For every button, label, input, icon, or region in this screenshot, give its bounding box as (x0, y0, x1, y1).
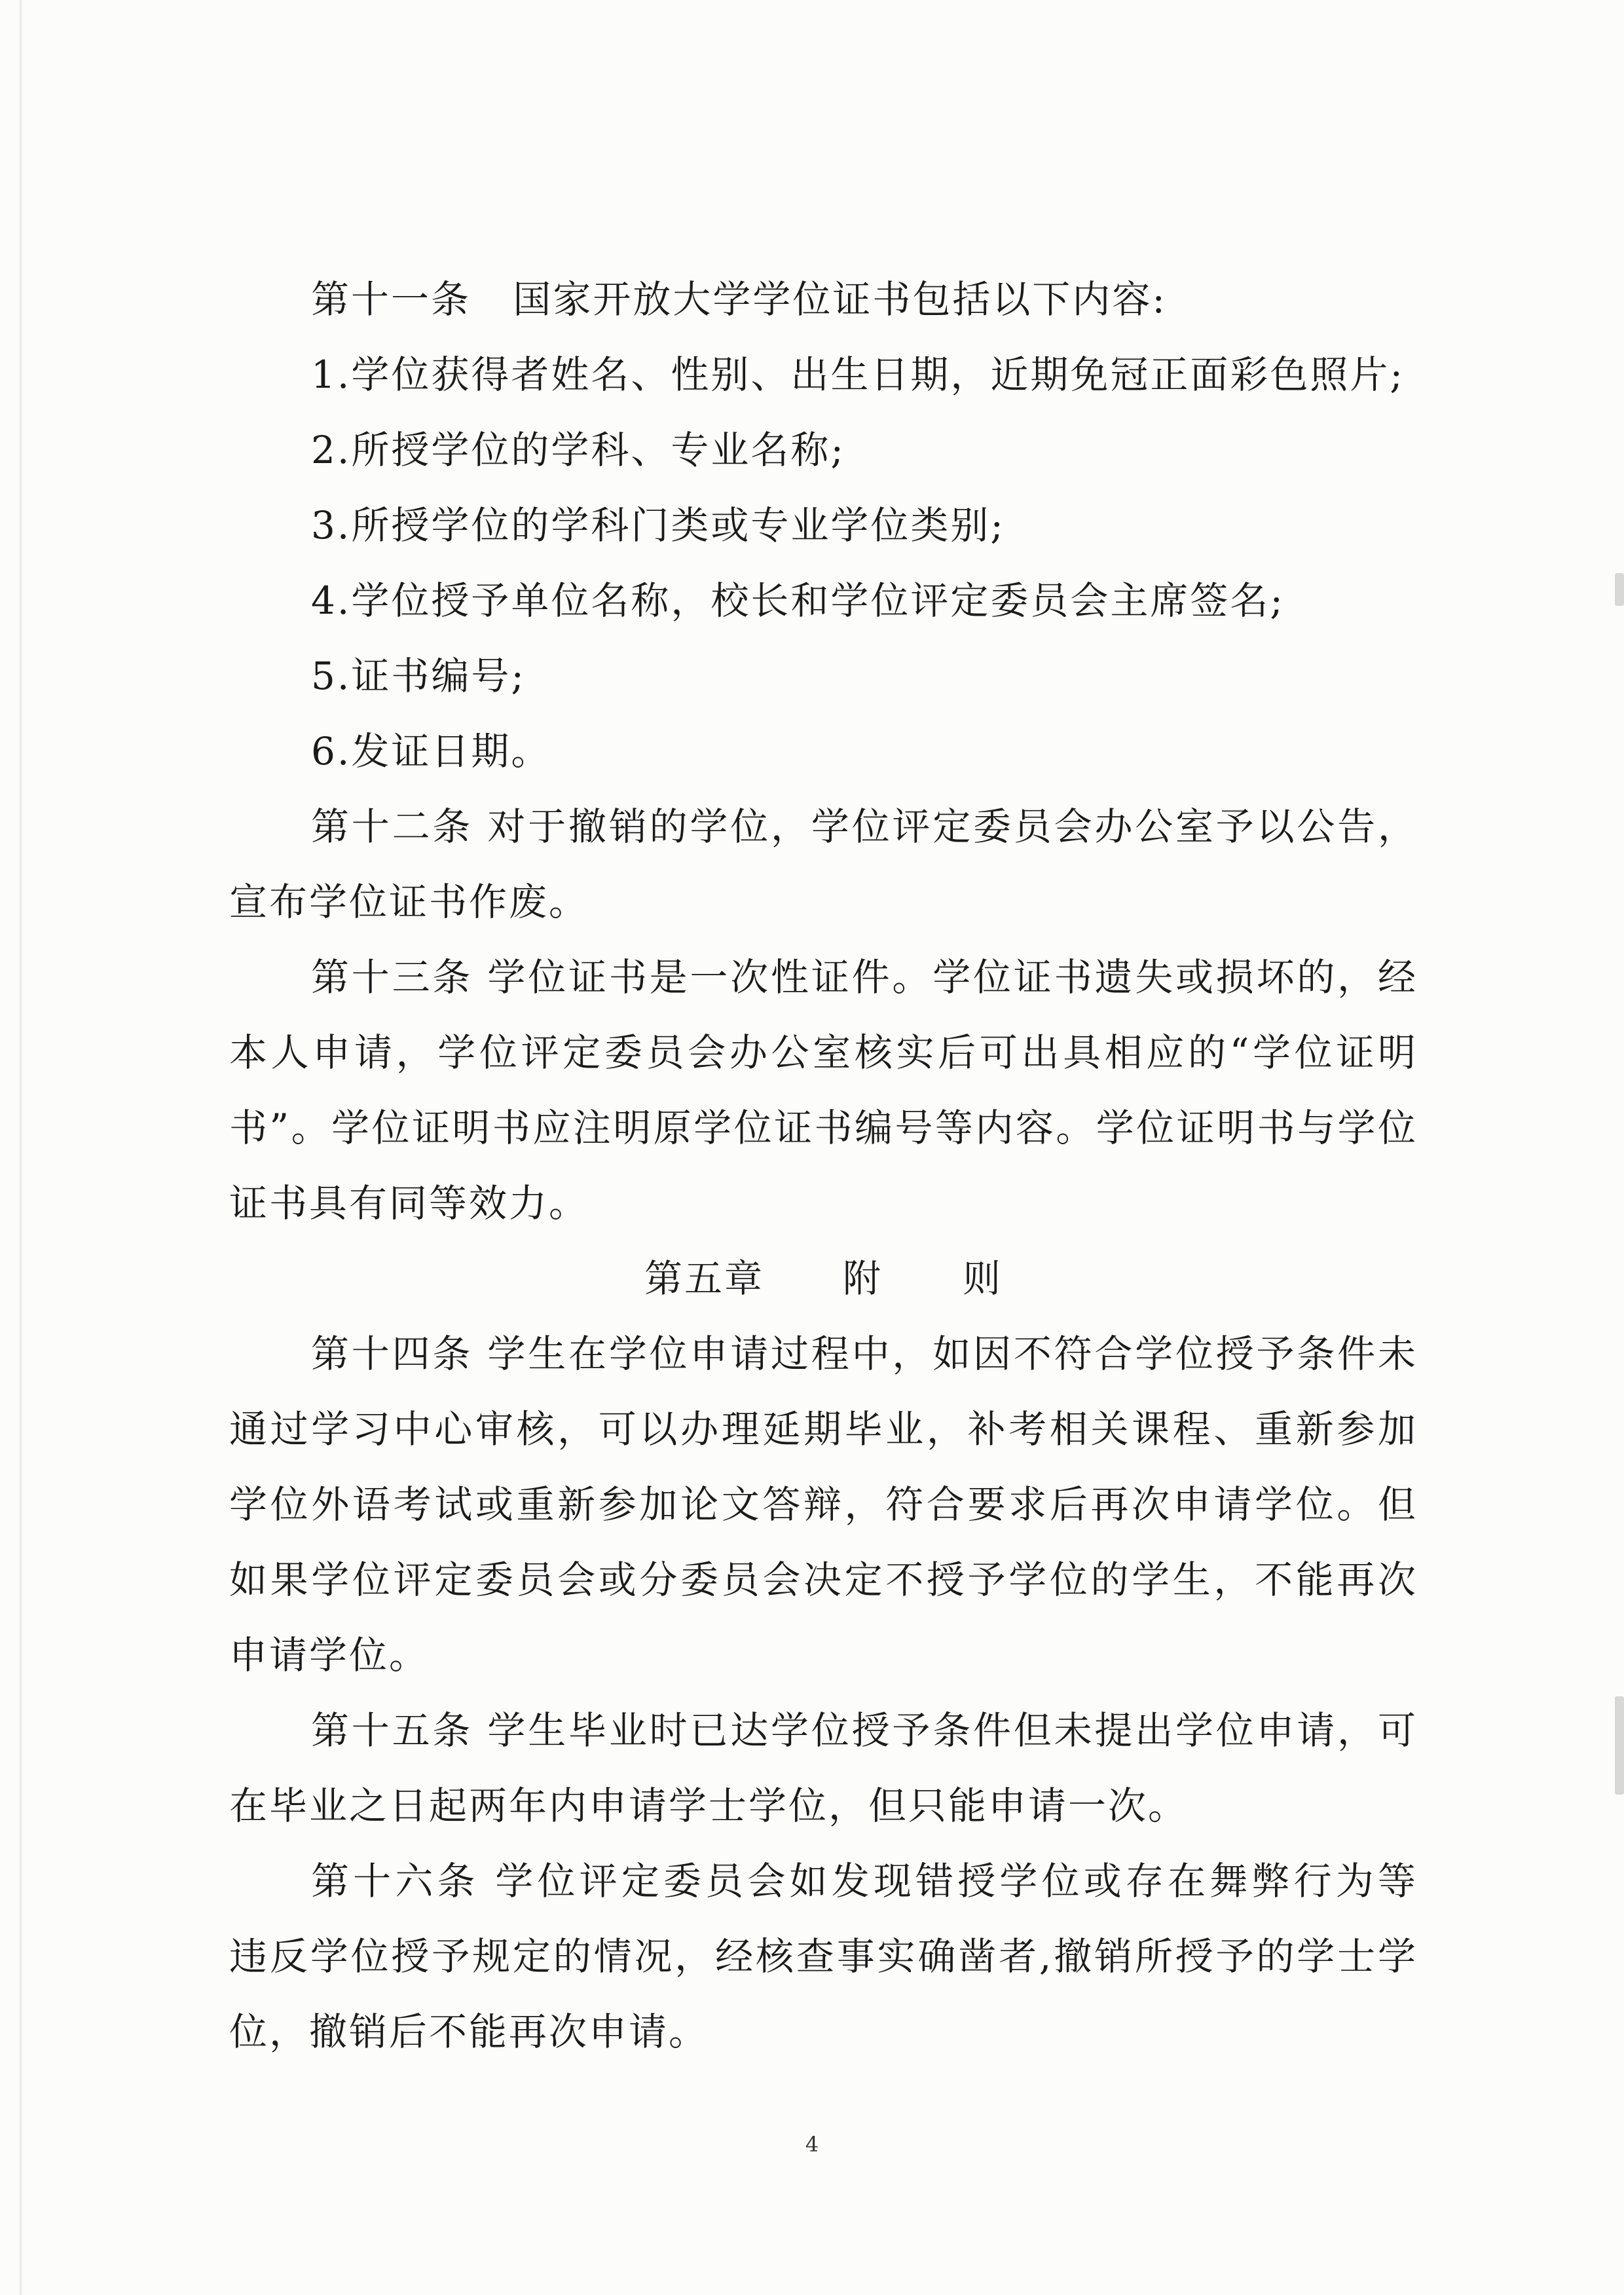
article-15-line: 在毕业之日起两年内申请学士学位，但只能申请一次。 (229, 1783, 1189, 1828)
article-11-item: 6.发证日期。 (311, 729, 551, 774)
article-15-line: 第十五条 学生毕业时已达学位授予条件但未提出学位申请，可 (311, 1708, 1418, 1753)
article-11-intro: 国家开放大学学位证书包括以下内容: (513, 277, 1167, 322)
article-13-line: 第十三条 学位证书是一次性证件。学位证书遗失或损坏的，经 (311, 955, 1418, 999)
article-16-line: 第十六条 学位评定委员会如发现错授学位或存在舞弊行为等 (311, 1859, 1418, 1903)
scan-edge-mark (1615, 1696, 1624, 1795)
scan-edge-shadow (20, 0, 22, 2295)
article-16-line: 位，撤销后不能再次申请。 (229, 2009, 709, 2054)
article-11-item: 4.学位授予单位名称，校长和学位评定委员会主席签名; (311, 578, 1285, 623)
chapter-heading (229, 1241, 1418, 1316)
article-14-line: 第十四条 学生在学位申请过程中，如因不符合学位授予条件未 (311, 1332, 1418, 1376)
article-12-line: 宣布学位证书作废。 (229, 880, 589, 924)
page-number: 4 (805, 2132, 819, 2157)
article-16-line: 违反学位授予规定的情况，经核查事实确凿者,撤销所授予的学士学 (229, 1934, 1418, 1979)
article-11-item: 2.所授学位的学科、专业名称; (311, 428, 845, 472)
article-14-line: 通过学习中心审核，可以办理延期毕业，补考相关课程、重新参加 (229, 1407, 1418, 1451)
document-body (229, 262, 1418, 2070)
article-13-line: 本人申请，学位评定委员会办公室核实后可出具相应的“学位证明 (229, 1030, 1418, 1075)
article-14-line: 学位外语考试或重新参加论文答辩，符合要求后再次申请学位。但 (229, 1482, 1418, 1527)
article-13-line: 书”。学位证明书应注明原学位证书编号等内容。学位证明书与学位 (229, 1106, 1418, 1150)
article-11-item: 1.学位获得者姓名、性别、出生日期，近期免冠正面彩色照片; (311, 352, 1405, 397)
article-11-item: 3.所授学位的学科门类或专业学位类别; (311, 503, 1005, 548)
article-14-line: 如果学位评定委员会或分委员会决定不授予学位的学生，不能再次 (229, 1558, 1418, 1602)
article-13-line: 证书具有同等效力。 (229, 1181, 589, 1225)
article-11-heading-line (229, 262, 1418, 337)
article-12-line: 第十二条 对于撤销的学位，学位评定委员会办公室予以公告， (311, 804, 1418, 849)
scan-edge-mark (1615, 573, 1624, 606)
article-14-line: 申请学位。 (229, 1633, 430, 1677)
chapter-title: 附 则 (843, 1256, 1003, 1301)
article-11-item: 5.证书编号; (311, 654, 526, 698)
article-11-heading: 第十一条 (311, 277, 471, 322)
chapter-number: 第五章 (644, 1256, 764, 1301)
